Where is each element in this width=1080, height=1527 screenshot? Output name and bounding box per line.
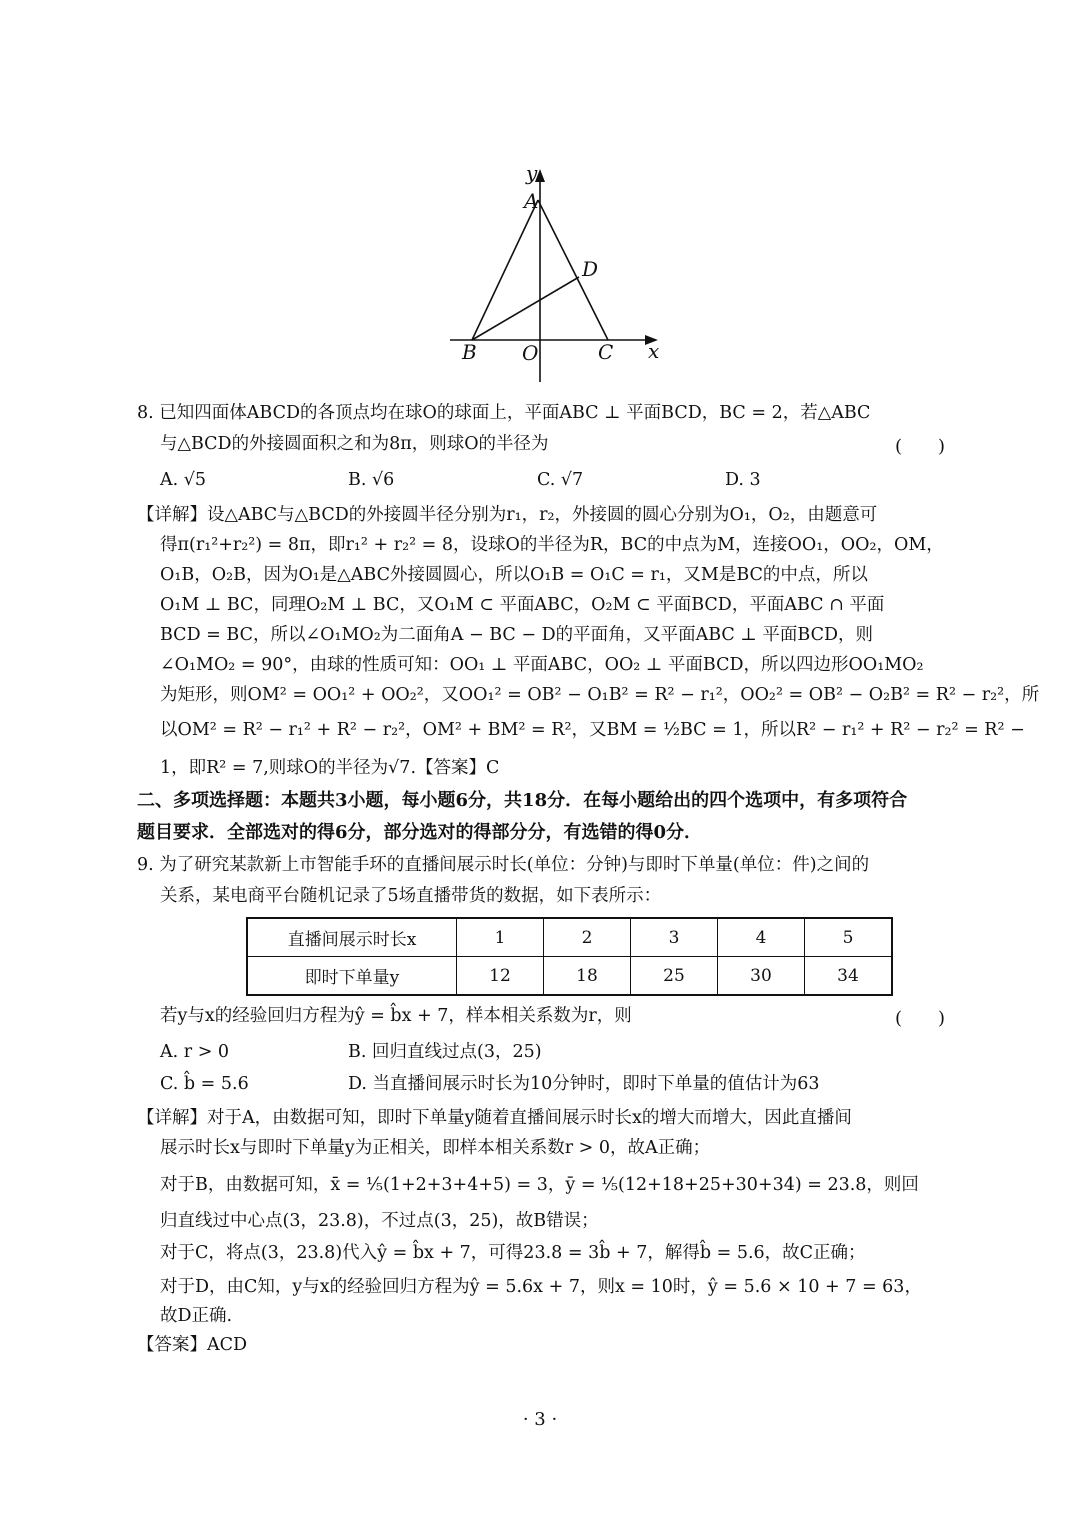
q8-answer-paren: ( ) xyxy=(895,436,946,457)
label-y: y xyxy=(526,161,538,185)
q8-option-c: C. √7 xyxy=(537,470,584,490)
q9-detail-line-5: 对于C，将点(3，23.8)代入ŷ = b̂x + 7，可得23.8 = 3b̂ + 7，解得b̂ = 5.6，故C正确； xyxy=(160,1243,866,1263)
q8-detail-line-6: ∠O₁MO₂ = 90°，由球的性质可知：OO₁ ⊥ 平面ABC，OO₂ ⊥ 平面BCD，所以四边形OO₁MO₂ xyxy=(160,655,924,675)
q8-detail-line-8: 以OM² = R² − r₁² + R² − r₂²，OM² + BM² = R²，又BM = ½BC = 1，所以R² − r₁² + R² − r₂² = R² − xyxy=(160,720,1025,740)
q8-detail-line-5: BCD = BC，所以∠O₁MO₂为二面角A − BC − D的平面角，又平面ABC ⊥ 平面BCD，则 xyxy=(160,625,873,645)
q8-detail-line-7: 为矩形，则OM² = OO₁² + OO₂²，又OO₁² = OB² − O₁B² = R² − r₁²，OO₂² = OB² − O₂B² = R² − r₂²，所 xyxy=(160,685,1040,705)
q9-data-table xyxy=(246,917,893,996)
q9-detail-line-4: 归直线过中心点(3，23.8)，不过点(3，25)，故B错误； xyxy=(160,1211,599,1231)
table-cell: 12 xyxy=(457,957,544,996)
label-O: O xyxy=(522,341,539,365)
section2-heading-line-2: 题目要求．全部选对的得6分，部分选对的得部分分，有选错的得0分． xyxy=(137,822,703,843)
q8-option-d: D. 3 xyxy=(725,470,761,490)
q8-line-2: 与△BCD的外接圆面积之和为8π，则球O的半径为 xyxy=(160,434,549,454)
label-x: x xyxy=(648,339,660,363)
q9-option-c: C. b̂ = 5.6 xyxy=(160,1074,249,1094)
q8-detail-line-1: 【详解】设△ABC与△BCD的外接圆半径分别为r₁，r₂，外接圆的圆心分别为O₁，O₂，由题意可 xyxy=(137,505,878,525)
q9-detail-line-3: 对于B，由数据可知，x̄ = ⅕(1+2+3+4+5) = 3，ȳ = ⅕(12+18+25+30+34) = 23.8，则回 xyxy=(160,1175,919,1195)
section2-heading-line-1: 二、多项选择题：本题共3小题，每小题6分，共18分．在每小题给出的四个选项中，有多项符合 xyxy=(137,790,908,811)
table-head-x: 直播间展示时长x xyxy=(247,918,457,957)
q9-option-d: D. 当直播间展示时长为10分钟时，即时下单量的值估计为63 xyxy=(348,1074,820,1094)
q9-detail-line-7: 故D正确. xyxy=(160,1306,233,1326)
q8-option-b: B. √6 xyxy=(348,470,395,490)
q8-detail-line-4: O₁M ⊥ BC，同理O₂M ⊥ BC，又O₁M ⊂ 平面ABC，O₂M ⊂ 平面BCD，平面ABC ∩ 平面 xyxy=(160,595,885,615)
q9-stem: 若y与x的经验回归方程为ŷ = b̂x + 7，样本相关系数为r，则 xyxy=(160,1006,632,1026)
label-A: A xyxy=(524,189,539,213)
table-cell: 30 xyxy=(718,957,805,996)
table-cell: 5 xyxy=(805,918,893,957)
q9-option-a: A. r > 0 xyxy=(160,1042,230,1062)
segment-AB xyxy=(472,200,538,340)
label-C: C xyxy=(598,340,614,364)
label-B: B xyxy=(462,340,477,364)
q8-detail-line-9: 1，即R² = 7,则球O的半径为√7.【答案】C xyxy=(160,758,500,778)
q9-detail-line-2: 展示时长x与即时下单量y为正相关，即样本相关系数r > 0，故A正确； xyxy=(160,1138,711,1158)
table-cell: 2 xyxy=(544,918,631,957)
table-cell: 18 xyxy=(544,957,631,996)
table-cell: 34 xyxy=(805,957,893,996)
figure-svg xyxy=(440,160,680,390)
q9-line-1: 9. 为了研究某款新上市智能手环的直播间展示时长(单位：分钟)与即时下单量(单位：件)之间的 xyxy=(137,855,870,875)
q8-detail-line-2: 得π(r₁²+r₂²) = 8π，即r₁² + r₂² = 8，设球O的半径为R，BC的中点为M，连接OO₁，OO₂，OM， xyxy=(160,535,944,555)
table-cell: 4 xyxy=(718,918,805,957)
geometry-figure xyxy=(440,160,680,390)
q9-answer: 【答案】ACD xyxy=(137,1335,248,1355)
label-D: D xyxy=(582,257,599,281)
table-cell: 1 xyxy=(457,918,544,957)
q8-option-a: A. √5 xyxy=(160,470,207,490)
q9-line-2: 关系，某电商平台随机记录了5场直播带货的数据，如下表所示： xyxy=(160,886,662,906)
table-cell: 25 xyxy=(631,957,718,996)
table-row xyxy=(247,957,892,996)
q8-detail-line-3: O₁B，O₂B，因为O₁是△ABC外接圆圆心，所以O₁B = O₁C = r₁，又M是BC的中点，所以 xyxy=(160,565,868,585)
page-number: · 3 · xyxy=(522,1409,558,1430)
q9-answer-paren: ( ) xyxy=(895,1008,946,1029)
table-row xyxy=(247,918,892,957)
table-cell: 3 xyxy=(631,918,718,957)
q9-detail-line-6: 对于D，由C知，y与x的经验回归方程为ŷ = 5.6x + 7，则x = 10时，ŷ = 5.6 × 10 + 7 = 63， xyxy=(160,1277,922,1297)
table-head-y: 即时下单量y xyxy=(247,957,457,996)
q9-detail-line-1: 【详解】对于A，由数据可知，即时下单量y随着直播间展示时长x的增大而增大，因此直播间 xyxy=(137,1108,852,1128)
q8-line-1: 8. 已知四面体ABCD的各顶点均在球O的球面上，平面ABC ⊥ 平面BCD，BC = 2，若△ABC xyxy=(137,403,871,423)
q9-option-b: B. 回归直线过点(3，25) xyxy=(348,1042,542,1062)
segment-BD xyxy=(472,277,579,340)
